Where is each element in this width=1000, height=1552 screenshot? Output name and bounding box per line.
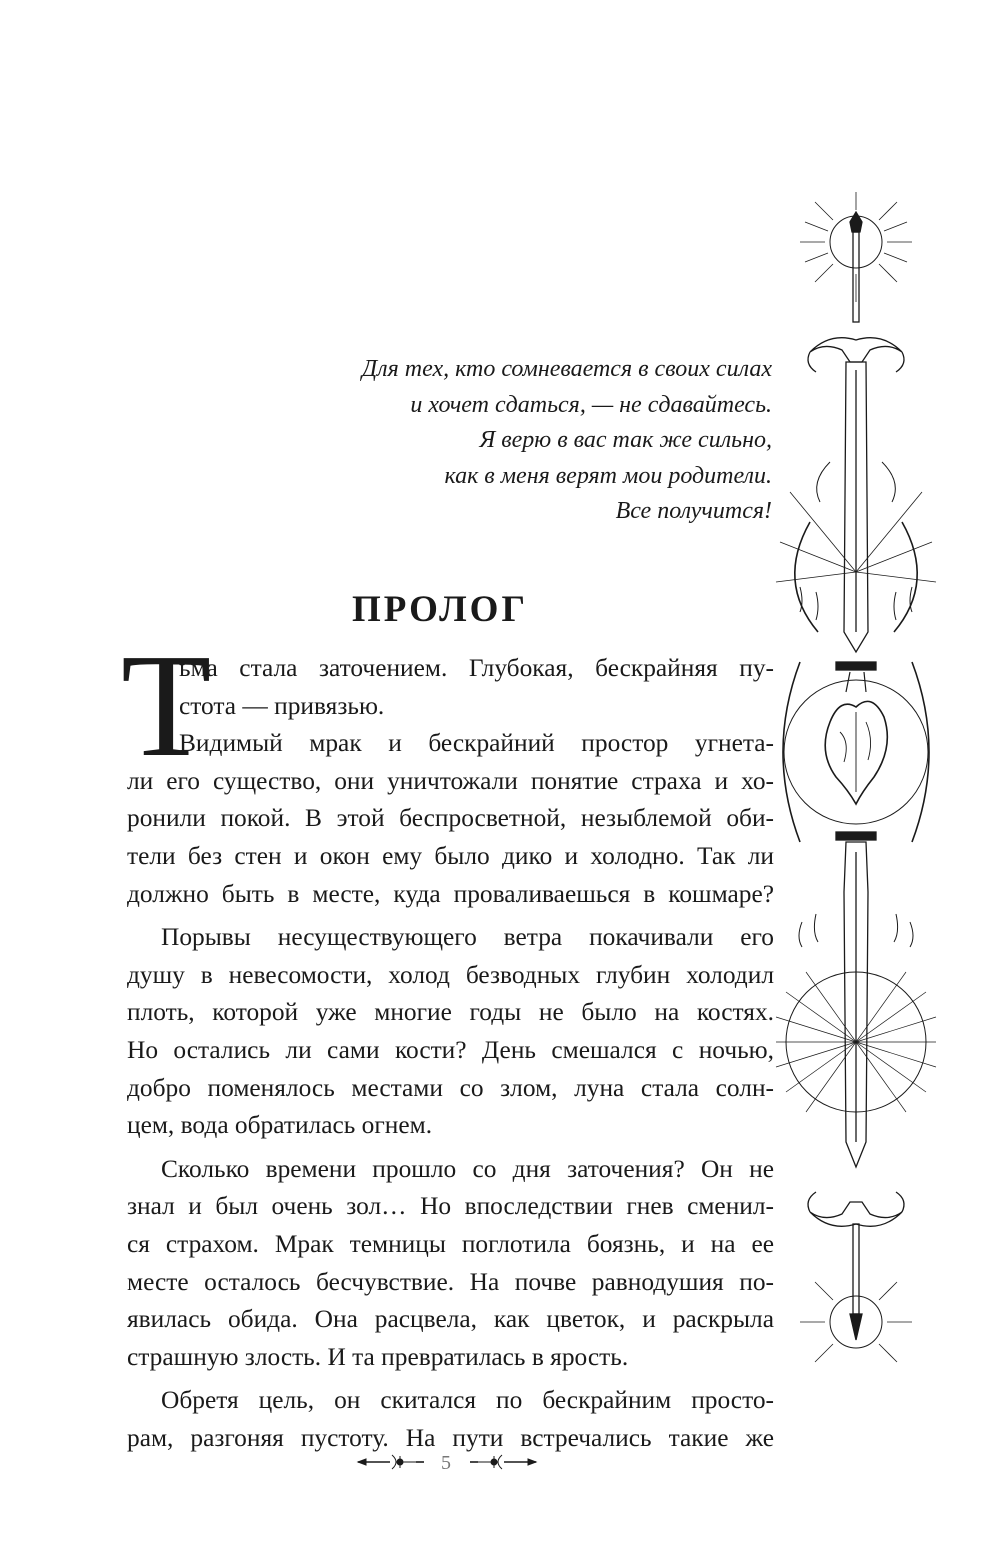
text-line: ронили покой. В этой беспросветной, незыблемой оби- (127, 804, 774, 833)
sword-ornament (770, 192, 946, 1377)
heart-medallion (783, 662, 929, 842)
text-line: добро поменялось местами со злом, луна стала солн- (127, 1073, 774, 1102)
text-line: Сколько времени прошло со дня заточения? Он не (161, 1154, 774, 1183)
text-line: ьма стала заточением. Глубокая, бескрайняя пу- (179, 654, 774, 682)
epigraph-line: Все получится! (615, 498, 772, 524)
footer-ornament-right (468, 1452, 538, 1472)
text-line: ся страхом. Мрак темницы поглотила боязнь, и на ее (127, 1229, 774, 1258)
page-number: 5 (441, 1452, 451, 1474)
text-line: душу в невесомости, холод безводных глубин холодил (127, 960, 774, 989)
text-line: месте осталось бесчувствие. На почве равнодушия по- (127, 1267, 774, 1296)
footer-ornament-left (356, 1452, 426, 1472)
text-line: Но остались ли сами кости? День смешался с ночью, (127, 1035, 774, 1064)
chapter-title: ПРОЛОГ (352, 589, 528, 630)
text-line: плоть, которой уже многие годы не было на костях. (127, 998, 774, 1027)
epigraph (200, 352, 772, 530)
text-line: ли его существо, они уничтожали понятие страха и хо- (127, 766, 774, 795)
text-line: должно быть в месте, куда проваливаешься в кошмаре? (127, 879, 774, 908)
text-line: стота — привязью. (179, 691, 385, 720)
text-line: Обретя цель, он скитался по бескрайним просто- (161, 1386, 774, 1415)
text-line: тели без стен и окон ему было дико и холодно. Так ли (127, 841, 774, 870)
text-line: рам, разгоняя пустоту. На пути встречались такие же (127, 1423, 774, 1452)
text-line: Видимый мрак и бескрайний простор угнета- (179, 729, 774, 758)
page-footer (356, 1446, 536, 1482)
text-line: явилась обида. Она расцвела, как цветок, и раскрыла (127, 1305, 774, 1334)
epigraph-line: Я верю в вас так же сильно, (479, 427, 772, 453)
epigraph-line: Для тех, кто сомневается в своих силах (361, 356, 772, 382)
upper-blade (844, 362, 868, 652)
epigraph-line: и хочет сдаться, — не сдавайтесь. (410, 391, 772, 418)
chapter-text (127, 650, 774, 1457)
epigraph-line: как в меня верят мои родители. (444, 462, 772, 489)
lower-blade (844, 842, 868, 1167)
drop-cap: Т (121, 624, 212, 788)
text-line: страшную злость. И та превратилась в ярость. (127, 1342, 629, 1371)
top-sunburst (800, 192, 912, 302)
bottom-hilt (800, 1192, 912, 1362)
text-line: знал и был очень зол… Но впоследствии гнев сменил- (127, 1192, 774, 1221)
text-line: цем, вода обратилась огнем. (127, 1111, 433, 1140)
text-line: Порывы несуществующего ветра покачивали его (161, 923, 774, 952)
